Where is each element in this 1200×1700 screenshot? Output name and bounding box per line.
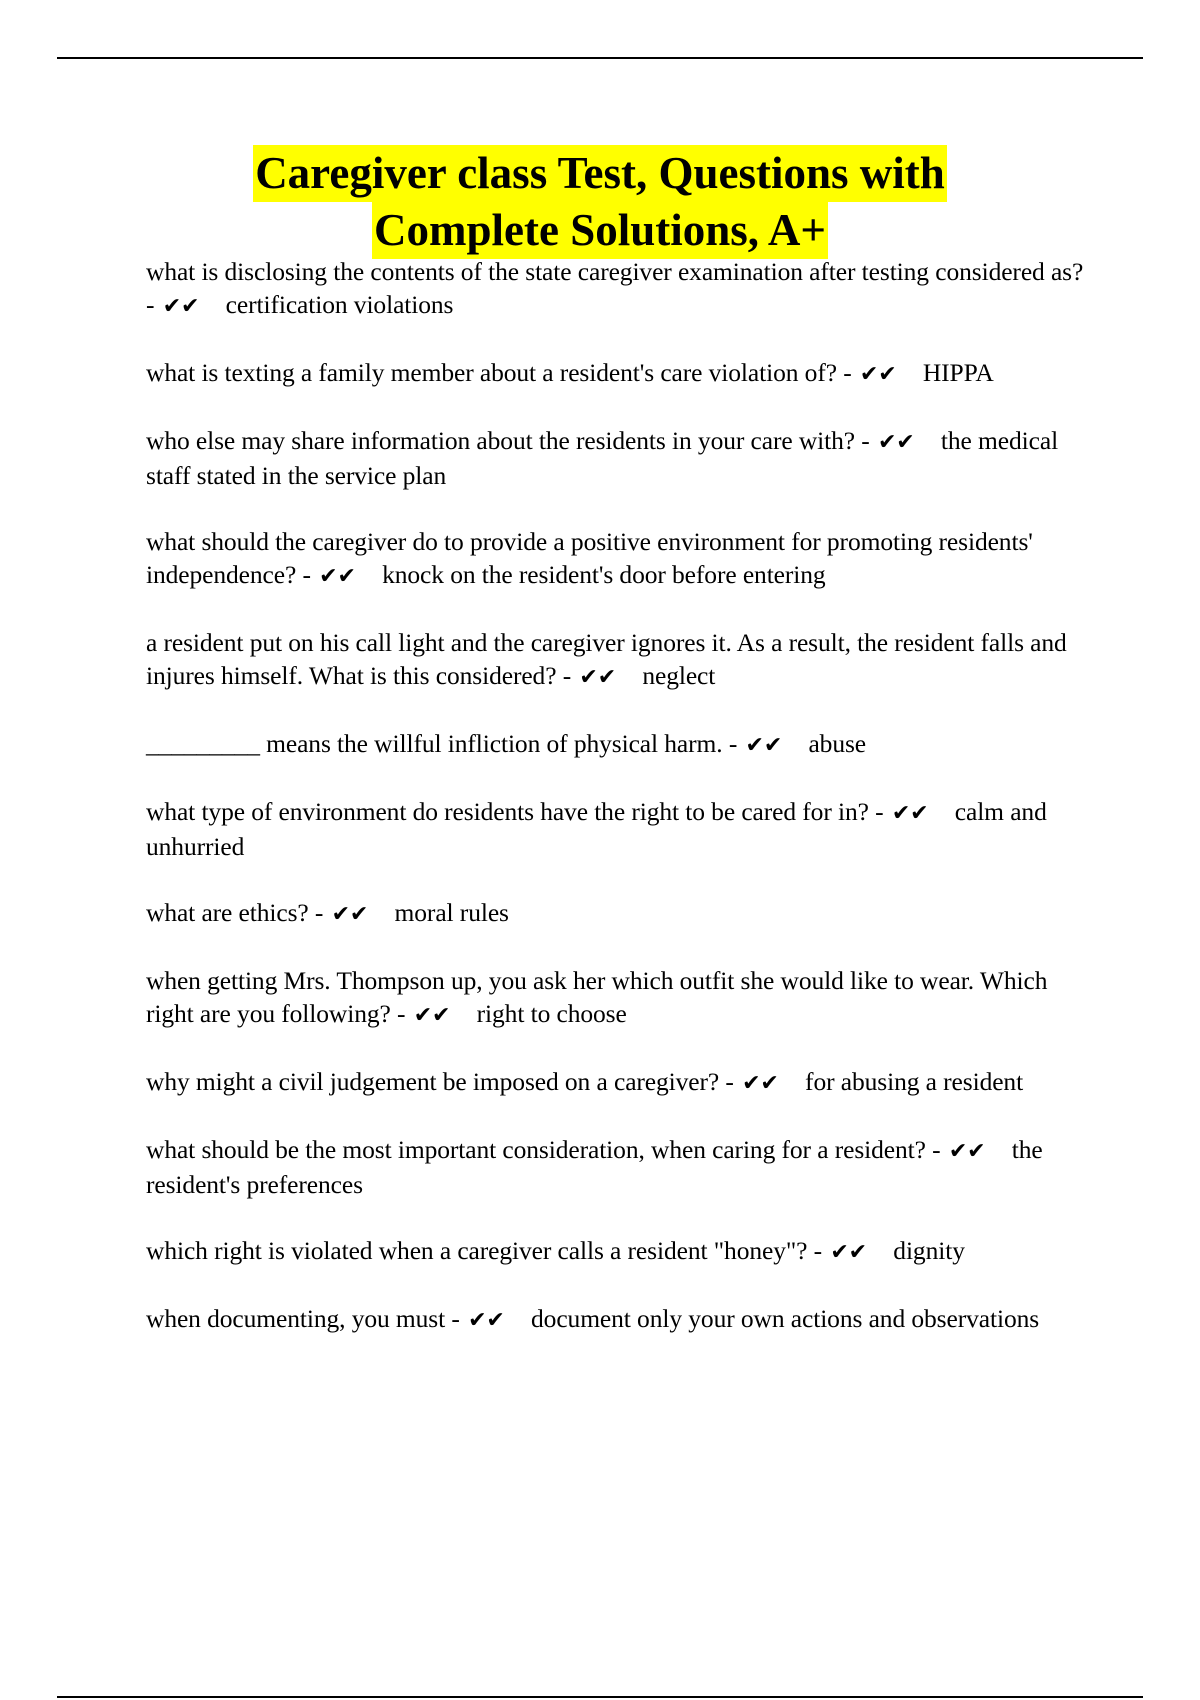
question: what are ethics? - [146, 898, 324, 927]
bottom-rule [57, 1696, 1143, 1698]
check-mark-icon: ✔✔ [331, 902, 369, 927]
top-rule [57, 57, 1143, 59]
qa-item [146, 1065, 1096, 1100]
qa-item [146, 356, 1096, 391]
question: who else may share information about the residents in your care with? - [146, 426, 870, 455]
check-mark-icon: ✔✔ [579, 665, 617, 690]
qa-item [146, 727, 1096, 762]
check-mark-icon: ✔✔ [413, 1003, 451, 1028]
answer: document only your own actions and observations [531, 1304, 1040, 1333]
question: _________ means the willful infliction of physical harm. - [146, 729, 738, 758]
check-mark-icon: ✔✔ [859, 362, 897, 387]
answer: calm and unhurried [146, 797, 1047, 861]
question: when getting Mrs. Thompson up, you ask her which outfit she would like to wear. Which right are you following? - [146, 966, 1048, 1028]
question: what is disclosing the contents of the state caregiver examination after testing considered as? - [146, 257, 1084, 319]
qa-item [146, 1302, 1096, 1337]
answer: certification violations [225, 290, 454, 319]
check-mark-icon: ✔✔ [830, 1240, 868, 1265]
check-mark-icon: ✔✔ [877, 430, 915, 455]
qa-item [146, 424, 1096, 492]
title-line-2: Complete Solutions, A+ [372, 202, 828, 259]
answer: right to choose [476, 999, 627, 1028]
question: a resident put on his call light and the caregiver ignores it. As a result, the resident falls and injures himself. What is this considered? - [146, 628, 1067, 690]
question: which right is violated when a caregiver calls a resident "honey"? - [146, 1236, 823, 1265]
answer: moral rules [394, 898, 509, 927]
check-mark-icon: ✔✔ [948, 1139, 986, 1164]
answer: HIPPA [922, 358, 994, 387]
qa-item [146, 964, 1096, 1032]
answer: dignity [893, 1236, 965, 1265]
qa-item [146, 896, 1096, 931]
check-mark-icon: ✔✔ [742, 1071, 779, 1096]
qa-item [146, 626, 1096, 694]
qa-item [146, 525, 1096, 593]
check-mark-icon: ✔✔ [319, 564, 356, 589]
question: what should the caregiver do to provide a positive environment for promoting residents' independence? - [146, 527, 1033, 589]
answer: the medical staff stated in the service plan [146, 426, 1059, 490]
title-line-1: Caregiver class Test, Questions with [253, 145, 947, 202]
question: why might a civil judgement be imposed on a caregiver? - [146, 1067, 734, 1096]
qa-item [146, 1133, 1096, 1201]
document-title [0, 145, 1200, 259]
qa-item [146, 255, 1096, 323]
check-mark-icon: ✔✔ [468, 1308, 505, 1333]
check-mark-icon: ✔✔ [745, 733, 783, 758]
qa-item [146, 795, 1096, 863]
qa-item [146, 1234, 1096, 1269]
answer: knock on the resident's door before entering [382, 560, 826, 589]
answer: the resident's preferences [146, 1135, 1043, 1199]
answer: abuse [808, 729, 867, 758]
check-mark-icon: ✔✔ [891, 801, 929, 826]
qa-list [146, 255, 1096, 1370]
question: what should be the most important consideration, when caring for a resident? - [146, 1135, 941, 1164]
check-mark-icon: ✔✔ [162, 294, 200, 319]
answer: neglect [642, 661, 716, 690]
question: what type of environment do residents have the right to be cared for in? - [146, 797, 884, 826]
answer: for abusing a resident [805, 1067, 1024, 1096]
question: when documenting, you must - [146, 1304, 460, 1333]
question: what is texting a family member about a resident's care violation of? - [146, 358, 852, 387]
